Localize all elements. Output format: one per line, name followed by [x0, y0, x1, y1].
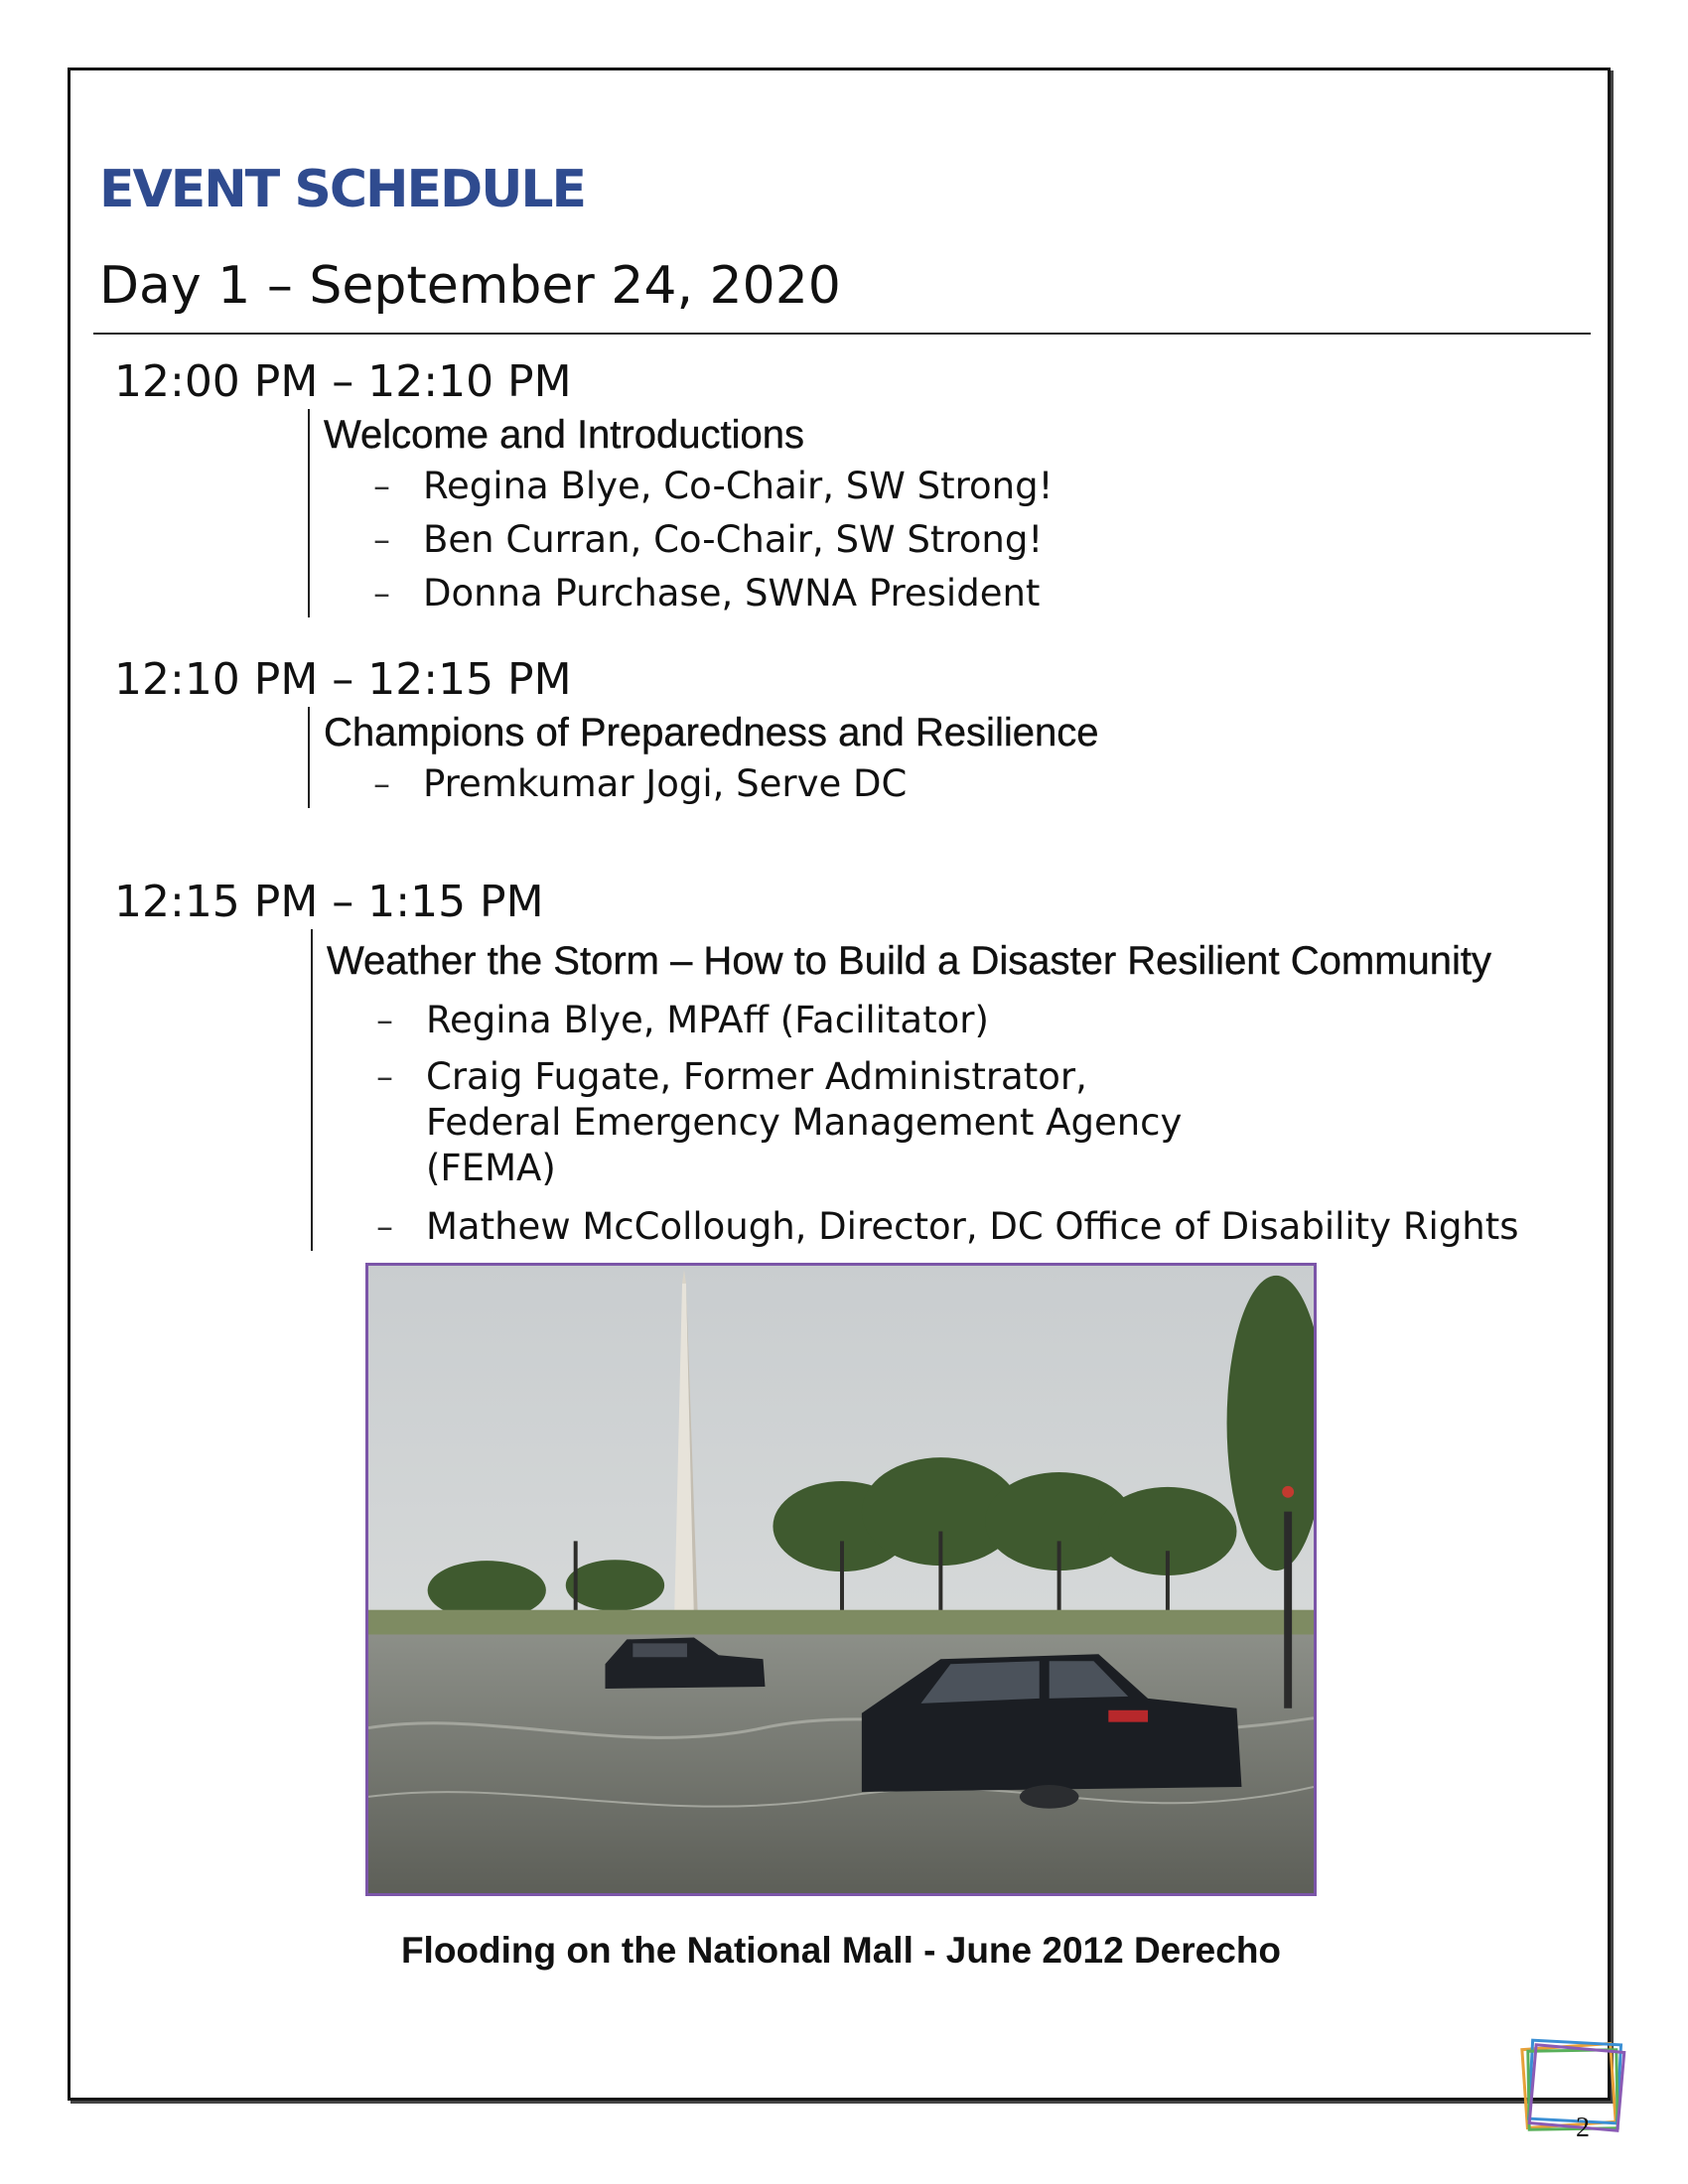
session-title: Welcome and Introductions — [324, 413, 804, 457]
speaker-item — [327, 1203, 1584, 1251]
speaker-item — [324, 760, 1584, 808]
speaker-item — [324, 463, 1584, 510]
flood-scene-illustration — [368, 1266, 1314, 1893]
event-schedule-heading: EVENT SCHEDULE — [99, 160, 586, 219]
session-title: Weather the Storm – How to Build a Disaster Resilient Community — [327, 939, 1492, 983]
dash-marker: – — [373, 467, 390, 506]
dash-marker: – — [376, 1001, 393, 1040]
speaker-name: Mathew McCollough, Director, DC Office of Disability Rights — [426, 1205, 1519, 1248]
day-title-rule — [93, 333, 1591, 335]
speaker-name: Ben Curran, Co-Chair, SW Strong! — [423, 518, 1044, 561]
dash-marker: – — [376, 1207, 393, 1247]
session-2 — [114, 653, 1584, 814]
speaker-item — [324, 516, 1584, 564]
dash-marker: – — [373, 764, 390, 804]
speaker-item — [327, 997, 1584, 1044]
session-details — [308, 707, 1584, 808]
dash-marker: – — [373, 574, 390, 614]
speaker-name: Regina Blye, Co-Chair, SW Strong! — [423, 465, 1054, 507]
session-3 — [114, 876, 1584, 1257]
speaker-list — [324, 463, 1584, 617]
session-time: 12:00 PM – 12:10 PM — [114, 356, 572, 407]
speaker-item — [327, 1054, 1584, 1191]
session-1 — [114, 355, 1584, 623]
speaker-name: Craig Fugate, Former Administrator, Federal Emergency Management Agency (FEMA) — [426, 1055, 1183, 1189]
speaker-list — [324, 760, 1584, 808]
speaker-list — [327, 997, 1584, 1251]
flooding-photo — [365, 1263, 1317, 1896]
session-title: Champions of Preparedness and Resilience — [324, 711, 1099, 754]
speaker-name: Premkumar Jogi, Serve DC — [423, 762, 908, 805]
session-details — [311, 929, 1584, 1251]
speaker-name: Donna Purchase, SWNA President — [423, 572, 1041, 614]
day-title: Day 1 – September 24, 2020 — [99, 256, 841, 316]
session-time: 12:15 PM – 1:15 PM — [114, 877, 544, 927]
dash-marker: – — [376, 1057, 393, 1097]
session-time: 12:10 PM – 12:15 PM — [114, 654, 572, 705]
dash-marker: – — [373, 520, 390, 560]
speaker-name: Regina Blye, MPAff (Facilitator) — [426, 999, 989, 1041]
page-number: 2 — [1576, 2113, 1590, 2143]
session-details — [308, 409, 1584, 617]
photo-caption: Flooding on the National Mall - June 2012 Derecho — [400, 1930, 1282, 1971]
speaker-item — [324, 570, 1584, 617]
